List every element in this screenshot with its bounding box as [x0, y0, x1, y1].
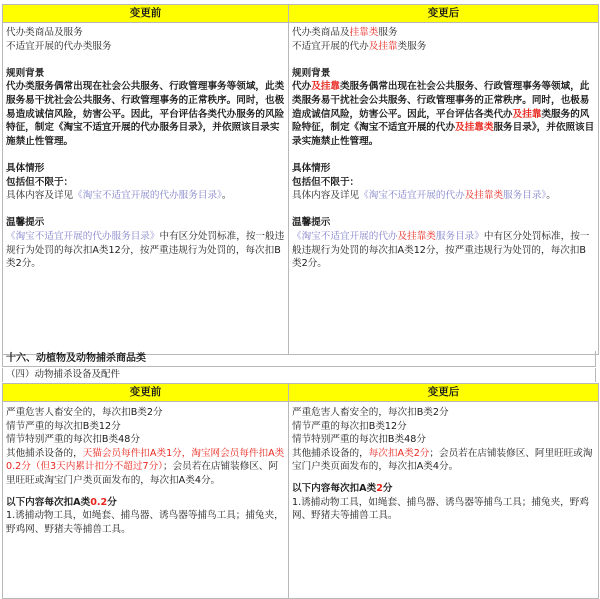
category-name: 代办类商品及挂靠类服务	[292, 27, 398, 38]
header-after: 变更后	[289, 384, 599, 402]
item-text: 1.诱捕动物工具，如绳套、捕鸟器、诱鸟器等捕鸟工具；捕兔夹，野鸡网、野猪夫等捕兽工具。	[6, 510, 284, 535]
after-cell	[289, 23, 599, 355]
detail-text: 具体内容及详见《淘宝不适宜开展的代办服务目录》。	[6, 190, 232, 202]
deduction-heading: 以下内容每次扣A类0.2分	[6, 496, 117, 508]
rule-background-text: 代办类服务偶常出现在社会公共服务、行政管理事务等领域，此类服务易干扰社会公共服务、行政管理事务的正常秩序。同时，也极易造成诚信风险，妨害公平。因此，平台评估各类代办服务的风险特征，制定《淘宝不适宜开展的代办服务目录》，并依照该目录实施禁止性管理。	[6, 81, 285, 147]
tip-text: 《淘宝不适宜开展的代办服务目录》中有区分处罚标准，按一般违规行为处罚的每次扣A类12分，按严重违规行为处罚的，每次扣B类2分。	[6, 230, 285, 270]
tip-text: 《淘宝不适宜开展的代办及挂靠类服务目录》中有区分处罚标准，按一般违规行为处罚的每次扣A类12分，按严重违规行为处罚的，每次扣B类2分。	[292, 230, 590, 270]
catalog-link[interactable]: 《淘宝不适宜开展的代办及挂靠类服务目录》	[292, 230, 484, 242]
deduction-heading: 以下内容每次扣A类2分	[292, 482, 393, 494]
detail-text: 具体内容及详见《淘宝不适宜开展的代办及挂靠类服务目录》。	[292, 190, 556, 202]
rule-background-title: 规则背景	[6, 67, 45, 79]
catalog-link[interactable]: 《淘宝不适宜开展的代办服务目录》	[73, 190, 222, 202]
rule-line: 情节特别严重的每次扣B类48分	[6, 434, 140, 446]
rule-line: 情节严重的每次扣B类12分	[292, 420, 407, 432]
rule-line: 其他捕杀设备的，天猫会员每件扣A类1分，淘宝网会员每件扣A类0.2分（但3天内累计扣分不超过7分）；会员若在店铺装修区、阿里旺旺或淘宝门户类页面发布的，每次扣A类4分。	[6, 447, 285, 486]
rule-line: 其他捕杀设备的，每次扣A类2分；会员若在店铺装修区、阿里旺旺或淘宝门户类页面发布的，每次扣A类4分。	[292, 447, 593, 473]
rule-line: 严重危害人畜安全的，每次扣B类2分	[292, 407, 449, 418]
rule-background-text: 代办及挂靠类服务偶常出现在社会公共服务、行政管理事务等领域，此类服务易干扰社会公共服务、行政管理事务的正常秩序。同时，也极易造成诚信风险，妨害公平。因此，平台评估各类代办及挂靠类服务的风险特征，制定《淘宝不适宜开展的代办及挂靠类服务目录》，并依照该目录实施禁止性管理。	[292, 81, 595, 147]
header-before: 变更前	[3, 384, 289, 402]
detail-title: 具体情形	[292, 162, 331, 174]
before-cell	[3, 402, 289, 599]
tip-title: 温馨提示	[292, 217, 331, 229]
section-title: 十六、动植物及动物捕杀商品类	[2, 351, 596, 367]
tip-title: 温馨提示	[6, 217, 45, 229]
header-after: 变更后	[289, 5, 599, 23]
rule-line: 情节特别严重的每次扣B类48分	[292, 434, 426, 446]
comparison-table-2	[2, 383, 599, 599]
before-cell	[3, 23, 289, 355]
include-title: 包括但不限于：	[292, 176, 360, 188]
category-sub: 不适宜开展的代办类服务	[6, 40, 112, 52]
rule-background-title: 规则背景	[292, 67, 331, 79]
detail-title: 具体情形	[6, 162, 45, 174]
catalog-link[interactable]: 《淘宝不适宜开展的代办服务目录》	[6, 230, 160, 242]
catalog-link[interactable]: 《淘宝不适宜开展的代办及挂靠类服务目录》	[359, 190, 547, 202]
rule-line: 情节严重的每次扣B类12分	[6, 420, 121, 432]
include-title: 包括但不限于：	[6, 176, 74, 188]
item-text: 1.诱捕动物工具，如绳套、捕鸟器、诱鸟器等捕鸟工具；捕兔夹，野鸡网、野猪夫等捕兽工具。	[292, 496, 589, 522]
comparison-table-1	[2, 4, 599, 355]
category-sub: 不适宜开展的代办及挂靠类服务	[292, 40, 427, 52]
section-subtitle: （四）动物捕杀设备及配件	[2, 368, 596, 382]
rule-line: 严重危害人畜安全的，每次扣B类2分	[6, 407, 163, 418]
category-name: 代办类商品及服务	[6, 27, 83, 38]
header-before: 变更前	[3, 5, 289, 23]
after-cell	[289, 402, 599, 599]
